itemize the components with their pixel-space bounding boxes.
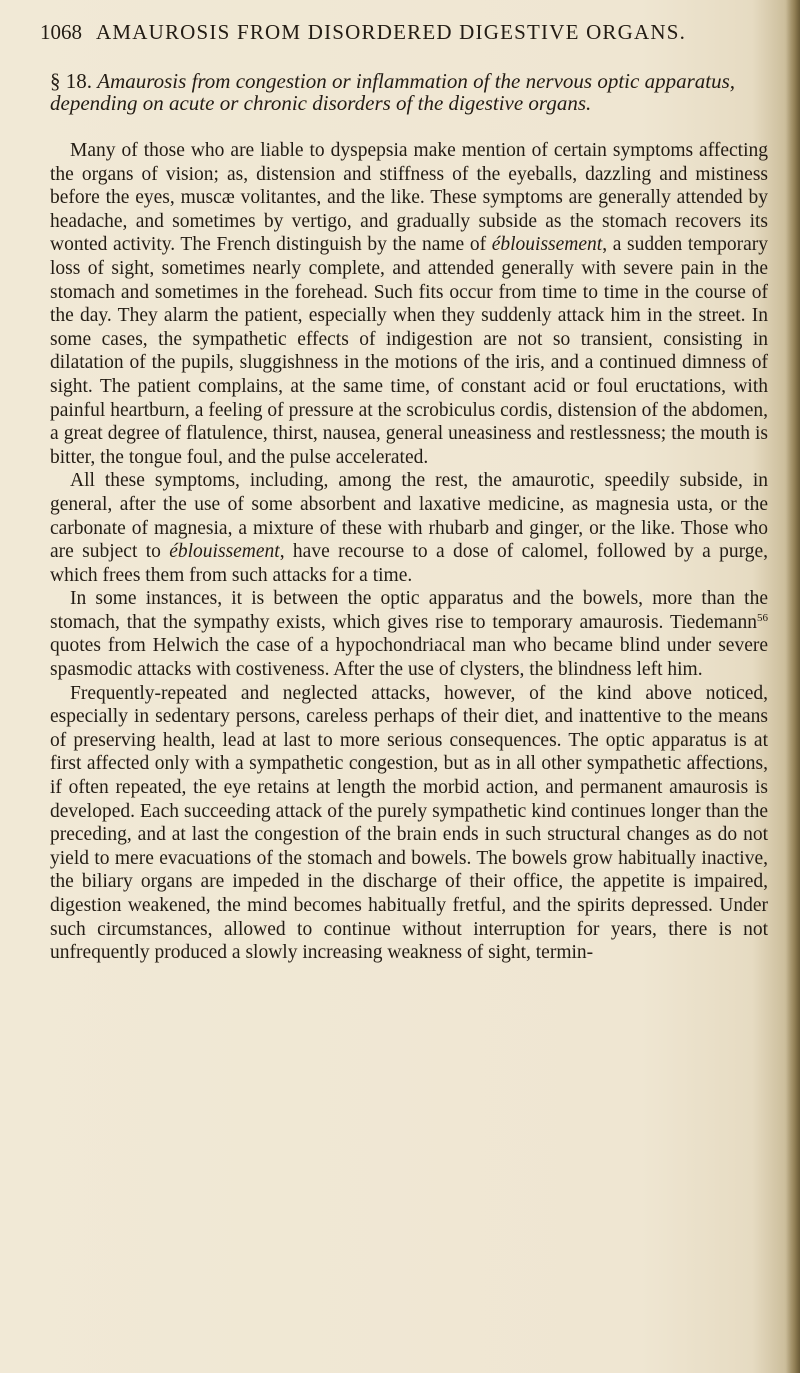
paragraph-3-text-a: In some instances, it is between the optic apparatus and the bowels, more than the stomach, that the sympathy exists, which gives rise to temporary amaurosis. Tiedemann: [50, 588, 768, 633]
page-number: 1068: [40, 20, 82, 44]
paragraph-3-text-b: quotes from Helwich the case of a hypochondriacal man who became blind under severe spasmodic attacks with costiveness. After the use of clysters, the blindness left him.: [50, 635, 768, 681]
running-head-title: AMAUROSIS FROM DISORDERED DIGESTIVE ORGANS.: [96, 20, 687, 44]
paragraph-4: Frequently-repeated and neglected attacks, however, of the kind above noticed, especially in sedentary persons, careless perhaps of their diet, and inattentive to the means of preserving health, lead at last to more serious consequences. The optic apparatus is at first affected only with a sympathetic congestion, but as in all other sympathetic affections, if often repeated, the eye retains at length the morbid action, and permanent amaurosis is developed. Each succeeding attack of the purely sympathetic kind continues longer than the preceding, and at last the congestion of the brain ends in such structural changes as do not yield to mere evacuations of the stomach and bowels. The bowels grow habitually inactive, the biliary organs are impeded in the discharge of their office, the appetite is impaired, digestion weakened, the mind becomes habitually fretful, and the spirits depressed. Under such circumstances, allowed to continue without interruption for years, there is not unfrequently produced a slowly increasing weakness of sight, termin-: [50, 682, 768, 964]
paragraph-1-term: éblouissement: [491, 234, 603, 256]
paragraph-2-text-a: All these symptoms, including, among the rest, the amaurotic, speedily subside, in general, after the use of some absorbent and laxative medicine, as magnesia usta, or the carbonate of magnesia, a mixture of these with rhubarb and ginger, or the like. Those who are subject to: [50, 470, 768, 563]
paragraph-1-text-b: , a sudden temporary loss of sight, sometimes nearly complete, and attended generally with severe pain in the stomach and sometimes in the forehead. Such fits occur from time to time in the course of the day. They alarm the patient, especially when they suddenly attack him in the street. In some cases, the sympathetic effects of indigestion are not so transient, consisting in dilatation of the pupils, sluggishness in the motions of the iris, and a continued dimness of sight. The patient complains, at the same time, of constant acid or foul eructations, with painful heartburn, a feeling of pressure at the scrobiculus cordis, distension of the abdomen, a great degree of flatulence, thirst, nausea, general uneasiness and restlessness; the mouth is bitter, the tongue foul, and the pulse accelerated.: [50, 234, 768, 468]
footnote-ref[interactable]: 56: [757, 611, 768, 624]
body-text: [50, 139, 768, 965]
section-number: § 18.: [50, 69, 92, 93]
paragraph-1-text-a: Many of those who are liable to dyspepsia make mention of certain symptoms affecting the organs of vision; as, distension and stiffness of the eyeballs, dazzling and mistiness before the eyes, muscæ volitantes, and the like. These symptoms are generally attended by headache, and sometimes by vertigo, and gradually subside as the stomach recovers its wonted activity. The French distinguish by the name of: [50, 140, 768, 256]
paragraph-2-term: éblouissement: [169, 541, 280, 563]
paragraph-1: [50, 139, 768, 469]
page-edge-shadow: [786, 0, 800, 1373]
paragraph-2-text-b: , have recourse to a dose of calomel, followed by a purge, which frees them from such attacks for a time.: [50, 541, 768, 586]
section-heading: [50, 70, 770, 114]
paragraph-2: [50, 469, 768, 587]
running-head: [40, 20, 760, 45]
paragraph-3: [50, 587, 768, 681]
section-title: Amaurosis from congestion or inflammation of the nervous optic apparatus, depending on acute or chronic disorders of the digestive organs.: [50, 69, 736, 115]
